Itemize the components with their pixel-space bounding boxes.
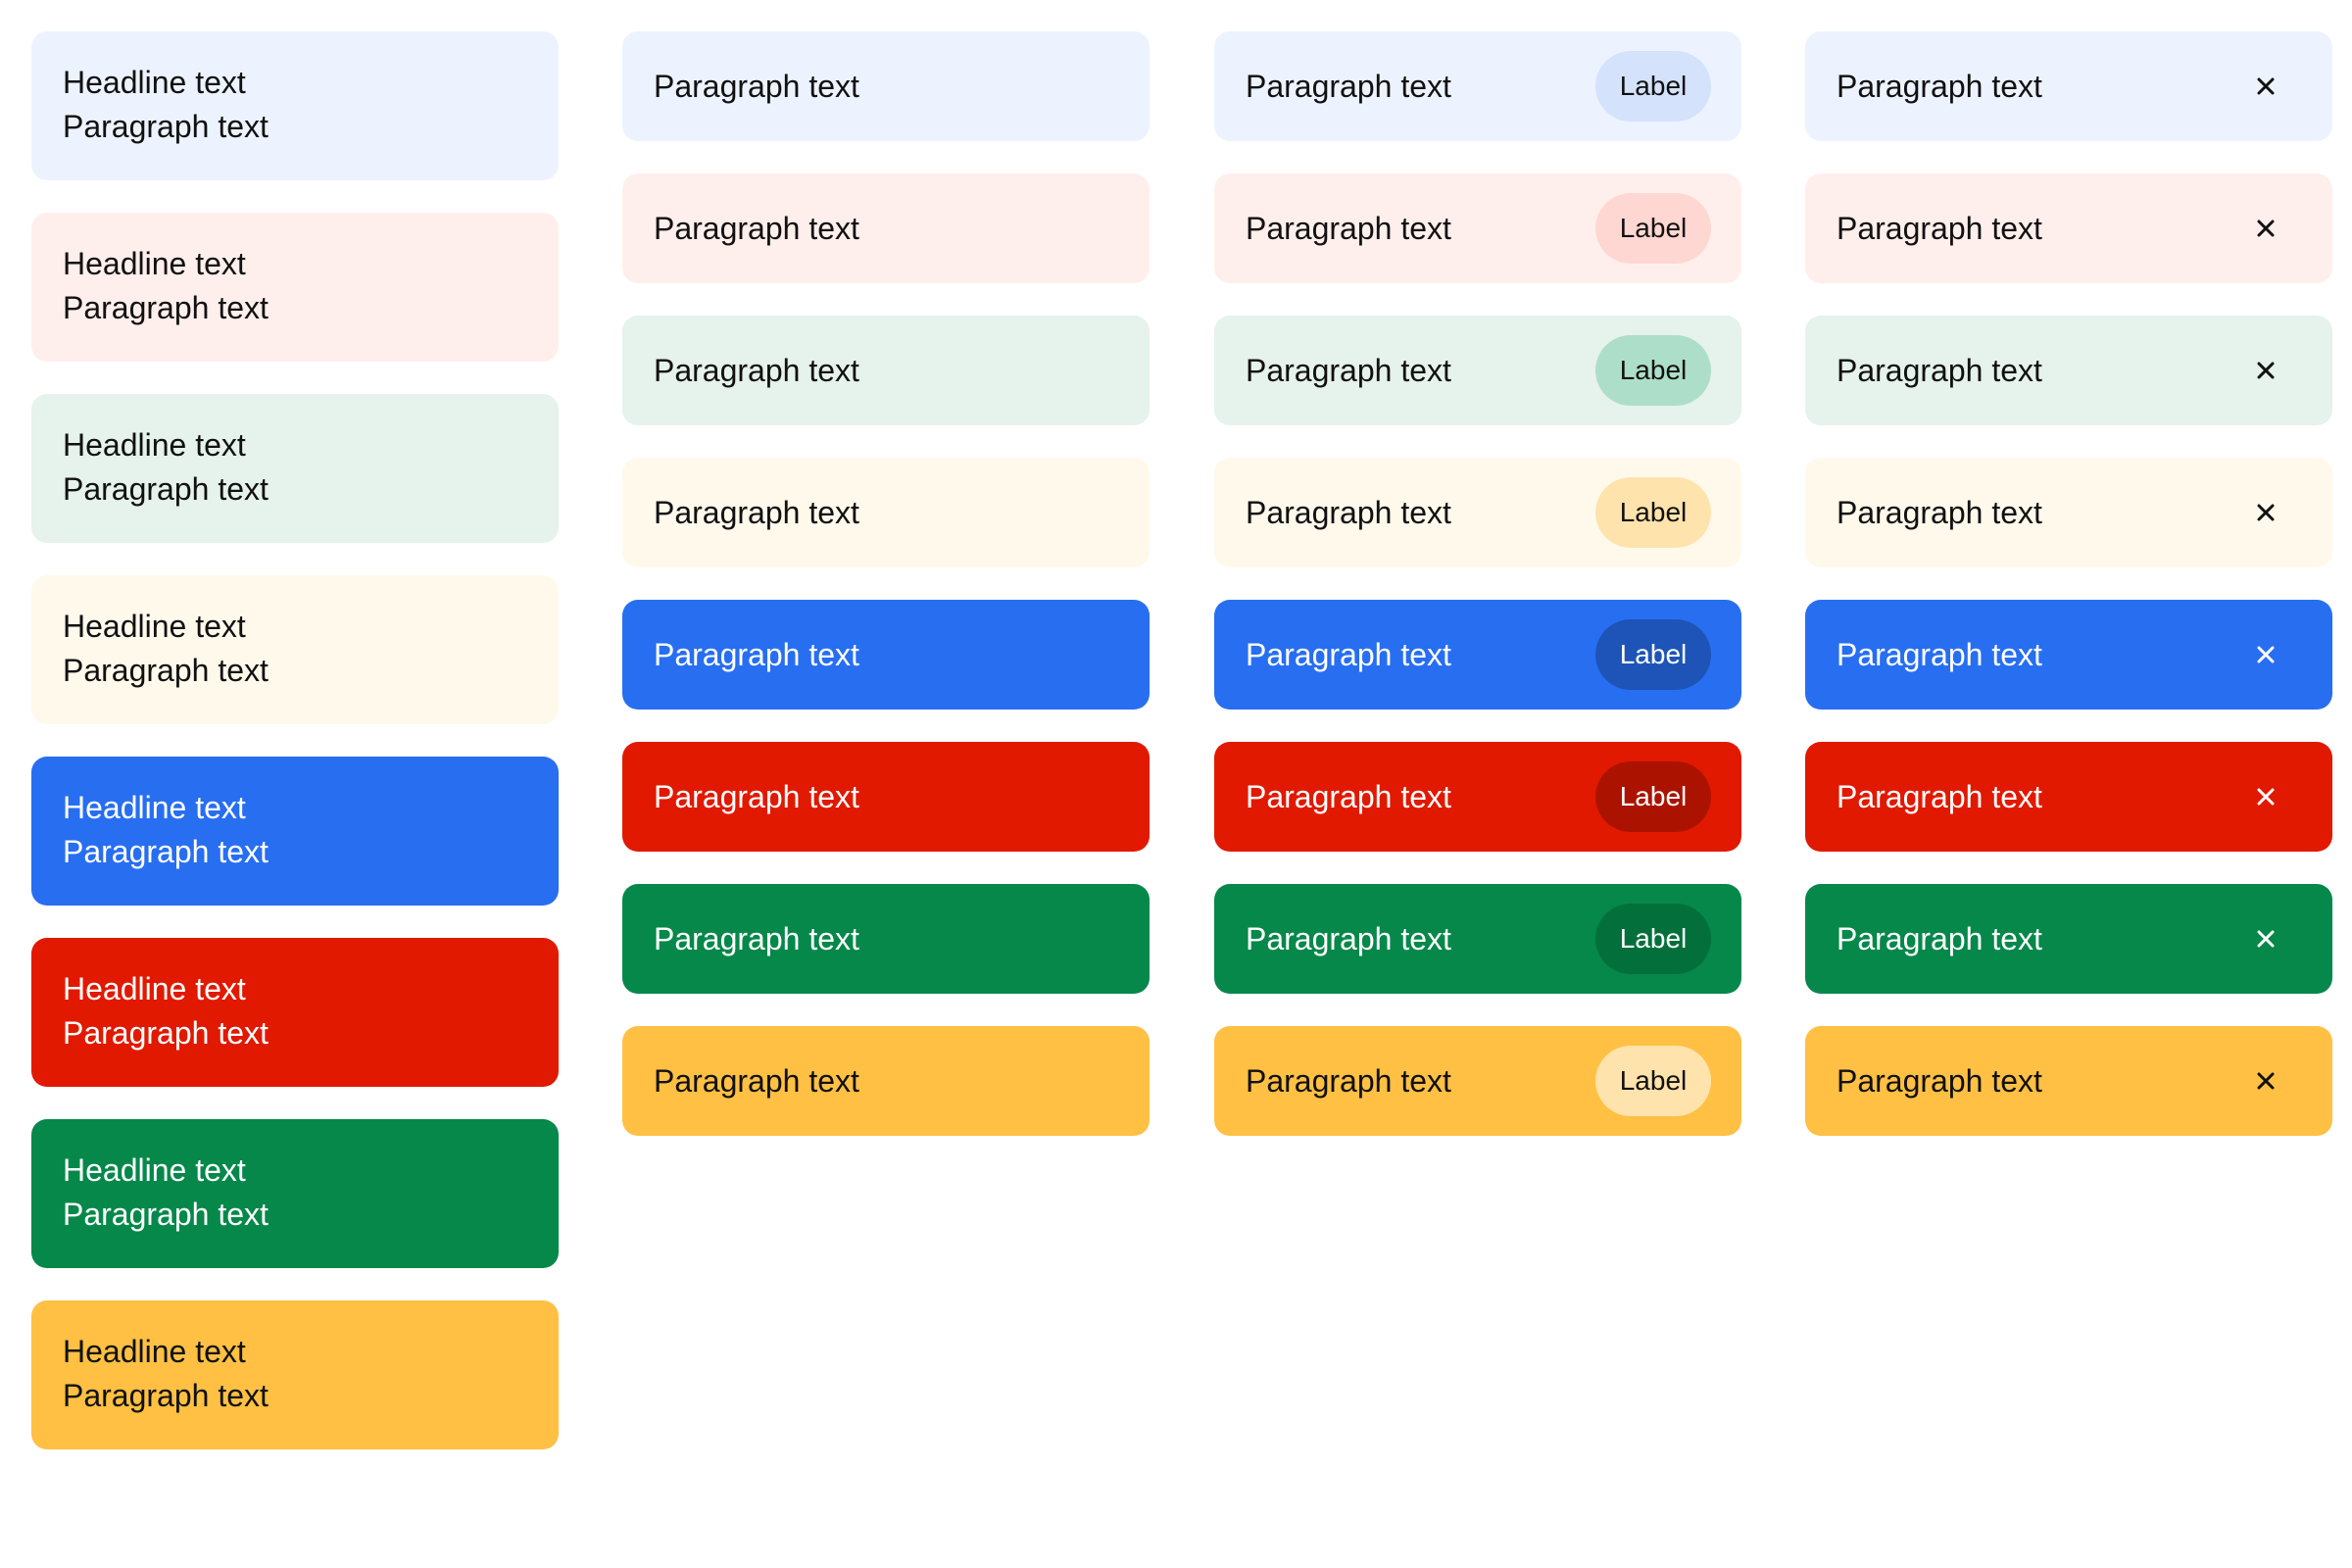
card-paragraph: Paragraph text xyxy=(1246,920,1451,956)
close-button[interactable] xyxy=(2244,633,2287,676)
card-headline: Headline text xyxy=(63,790,246,825)
close-icon xyxy=(2257,362,2275,379)
card-headline: Headline text xyxy=(63,971,246,1006)
card-paragraph: Paragraph text xyxy=(654,778,859,814)
card-paragraph: Paragraph text xyxy=(1837,778,2042,814)
card-paragraph: Paragraph text xyxy=(1837,1062,2042,1099)
headline-card xyxy=(31,575,559,724)
dismissible-card xyxy=(1805,600,2332,710)
dismissible-card xyxy=(1805,31,2332,141)
label-card xyxy=(1214,458,1741,567)
headline-card xyxy=(31,394,559,543)
card-paragraph: Paragraph text xyxy=(1837,352,2042,388)
card-paragraph: Paragraph text xyxy=(1837,68,2042,104)
card-paragraph: Paragraph text xyxy=(1837,920,2042,956)
card-paragraph: Paragraph text xyxy=(654,68,859,104)
card-paragraph: Paragraph text xyxy=(1246,68,1451,104)
paragraph-card xyxy=(622,1026,1150,1136)
close-button[interactable] xyxy=(2244,1059,2287,1102)
close-button[interactable] xyxy=(2244,207,2287,250)
card-paragraph: Paragraph text xyxy=(1246,1062,1451,1099)
label-chip: Label xyxy=(1595,477,1711,548)
close-icon xyxy=(2257,1072,2275,1090)
card-paragraph: Paragraph text xyxy=(654,636,859,672)
close-icon xyxy=(2257,220,2275,237)
label-card xyxy=(1214,600,1741,710)
card-paragraph: Paragraph text xyxy=(1246,494,1451,530)
close-icon xyxy=(2257,788,2275,806)
headline-card xyxy=(31,31,559,180)
card-paragraph: Paragraph text xyxy=(654,920,859,956)
label-chip: Label xyxy=(1595,904,1711,974)
card-paragraph: Paragraph text xyxy=(654,210,859,246)
card-headline: Headline text xyxy=(63,246,246,281)
headline-card xyxy=(31,757,559,906)
card-headline: Headline text xyxy=(63,427,246,463)
paragraph-card xyxy=(622,316,1150,425)
headline-card xyxy=(31,1119,559,1268)
label-card xyxy=(1214,884,1741,994)
close-icon xyxy=(2257,504,2275,521)
card-headline: Headline text xyxy=(63,1334,246,1369)
card-paragraph: Paragraph text xyxy=(1837,494,2042,530)
paragraph-card xyxy=(622,31,1150,141)
dismissible-card-column xyxy=(1805,31,2332,1168)
card-paragraph: Paragraph text xyxy=(63,1197,269,1232)
card-paragraph: Paragraph text xyxy=(63,290,269,325)
label-card-column xyxy=(1214,31,1741,1168)
card-headline: Headline text xyxy=(63,1152,246,1188)
card-paragraph: Paragraph text xyxy=(63,1378,269,1413)
card-paragraph: Paragraph text xyxy=(1246,778,1451,814)
dismissible-card xyxy=(1805,173,2332,283)
card-paragraph: Paragraph text xyxy=(1837,636,2042,672)
label-card xyxy=(1214,173,1741,283)
label-card xyxy=(1214,1026,1741,1136)
close-button[interactable] xyxy=(2244,65,2287,108)
card-paragraph: Paragraph text xyxy=(1837,210,2042,246)
card-paragraph: Paragraph text xyxy=(63,1015,269,1051)
dismissible-card xyxy=(1805,316,2332,425)
label-chip: Label xyxy=(1595,761,1711,832)
paragraph-card-column xyxy=(622,31,1150,1168)
paragraph-card xyxy=(622,458,1150,567)
close-button[interactable] xyxy=(2244,491,2287,534)
headline-card xyxy=(31,938,559,1087)
close-button[interactable] xyxy=(2244,775,2287,818)
close-button[interactable] xyxy=(2244,917,2287,960)
dismissible-card xyxy=(1805,458,2332,567)
card-paragraph: Paragraph text xyxy=(63,471,269,507)
card-paragraph: Paragraph text xyxy=(654,1062,859,1099)
label-chip: Label xyxy=(1595,619,1711,690)
headline-card-column xyxy=(31,31,559,1482)
label-card xyxy=(1214,316,1741,425)
label-card xyxy=(1214,742,1741,852)
card-paragraph: Paragraph text xyxy=(63,834,269,869)
headline-card xyxy=(31,1300,559,1449)
label-chip: Label xyxy=(1595,193,1711,264)
label-chip: Label xyxy=(1595,335,1711,406)
card-paragraph: Paragraph text xyxy=(63,653,269,688)
paragraph-card xyxy=(622,742,1150,852)
paragraph-card xyxy=(622,173,1150,283)
dismissible-card xyxy=(1805,742,2332,852)
paragraph-card xyxy=(622,600,1150,710)
card-headline: Headline text xyxy=(63,65,246,100)
headline-card xyxy=(31,213,559,362)
close-button[interactable] xyxy=(2244,349,2287,392)
close-icon xyxy=(2257,930,2275,948)
close-icon xyxy=(2257,77,2275,95)
dismissible-card xyxy=(1805,884,2332,994)
dismissible-card xyxy=(1805,1026,2332,1136)
card-paragraph: Paragraph text xyxy=(654,352,859,388)
card-paragraph: Paragraph text xyxy=(654,494,859,530)
card-paragraph: Paragraph text xyxy=(63,109,269,144)
card-paragraph: Paragraph text xyxy=(1246,636,1451,672)
label-card xyxy=(1214,31,1741,141)
card-paragraph: Paragraph text xyxy=(1246,210,1451,246)
card-headline: Headline text xyxy=(63,609,246,644)
paragraph-card xyxy=(622,884,1150,994)
close-icon xyxy=(2257,646,2275,663)
label-chip: Label xyxy=(1595,1046,1711,1116)
card-paragraph: Paragraph text xyxy=(1246,352,1451,388)
label-chip: Label xyxy=(1595,51,1711,122)
